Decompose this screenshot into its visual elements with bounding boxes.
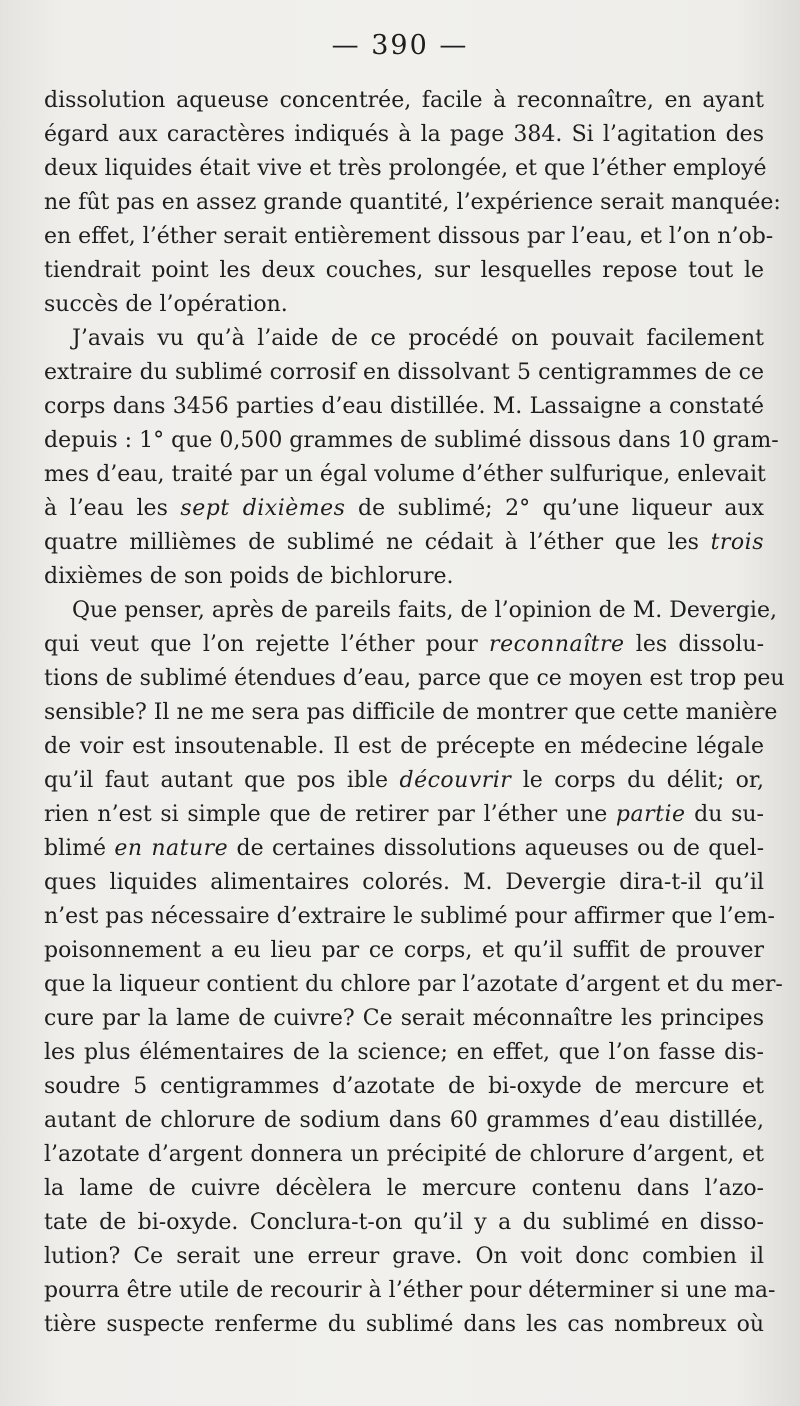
italic-text: en nature <box>114 836 229 861</box>
text-line <box>44 220 774 254</box>
line-text: dixièmes de son poids de bichlorure. <box>44 564 454 589</box>
line-text: n’est pas nécessaire d’extraire le sublimé pour affirmer que l’em- <box>44 904 775 929</box>
text-line <box>44 662 785 696</box>
text-line <box>44 1274 776 1308</box>
line-text: ques liquides alimentaires colorés. M. Devergie dira-t-il qu’il <box>44 870 764 895</box>
line-text: autant de chlorure de sodium dans 60 grammes d’eau distillée, <box>44 1108 764 1133</box>
text-line <box>44 1138 764 1172</box>
text-line <box>44 1104 764 1138</box>
line-text: de voir est insoutenable. Il est de précepte en médecine légale <box>44 734 764 759</box>
line-text: depuis : 1° que 0,500 grammes de sublimé dissous dans 10 gram- <box>44 428 779 453</box>
text-line <box>44 254 764 288</box>
text-line <box>44 866 764 900</box>
italic-text: partie <box>615 802 686 827</box>
line-text: que la liqueur contient du chlore par l’azotate d’argent et du mer- <box>44 972 783 997</box>
text-line <box>44 322 764 356</box>
text-line <box>44 1240 764 1274</box>
line-text: les plus élémentaires de la science; en effet, que l’on fasse dis- <box>44 1040 764 1065</box>
text-line <box>44 1002 764 1036</box>
text-line <box>44 730 764 764</box>
line-text: sensible? Il ne me sera pas difficile de montrer que cette manière <box>44 700 778 725</box>
line-text: poisonnement a eu lieu par ce corps, et qu’il suffit de prouver <box>44 938 764 963</box>
line-text: mes d’eau, traité par un égal volume d’éther sulfurique, enlevait <box>44 462 766 487</box>
line-text: deux liquides était vive et très prolongée, et que l’éther employé <box>44 156 767 181</box>
line-text: quatre millièmes de sublimé ne cédait à l’éther que les <box>44 530 711 555</box>
line-text: tions de sublimé étendues d’eau, parce que ce moyen est trop peu <box>44 666 785 691</box>
line-text: à l’eau les <box>44 496 181 521</box>
text-line <box>44 424 779 458</box>
italic-text: découvrir <box>399 768 512 793</box>
line-text: de certaines dissolutions aqueuses ou de quel- <box>228 836 765 861</box>
text-line <box>44 560 764 594</box>
text-line <box>44 968 783 1002</box>
line-text: ne fût pas en assez grande quantité, l’expérience serait manquée: <box>44 190 781 215</box>
line-text: le corps du délit; or, <box>511 768 764 793</box>
line-text: soudre 5 centigrammes d’azotate de bi-oxyde de mercure et <box>44 1074 764 1099</box>
line-text: l’azotate d’argent donnera un précipité de chlorure d’argent, et <box>44 1142 764 1167</box>
body-text <box>44 84 785 1342</box>
line-text: lution? Ce serait une erreur grave. On voit donc combien il <box>44 1244 764 1269</box>
text-line <box>44 356 764 390</box>
text-line <box>44 118 764 152</box>
text-line <box>44 84 764 118</box>
line-text: de sublimé; 2° qu’une liqueur aux <box>345 496 765 521</box>
line-text: les dissolu- <box>624 632 764 657</box>
page-number: — 390 — <box>331 30 469 61</box>
line-text: corps dans 3456 parties d’eau distillée. M. Lassaigne a constaté <box>44 394 764 419</box>
text-line <box>44 492 764 526</box>
text-line <box>44 1036 764 1070</box>
line-text: J’avais vu qu’à l’aide de ce procédé on pouvait facilement <box>72 326 764 351</box>
text-line <box>44 934 764 968</box>
line-text: la lame de cuivre décèlera le mercure contenu dans l’azo- <box>44 1176 764 1201</box>
text-line <box>44 594 777 628</box>
text-line <box>44 458 764 492</box>
line-text: blimé <box>44 836 115 861</box>
text-line <box>44 152 767 186</box>
line-text: tate de bi-oxyde. Conclura-t-on qu’il y a du sublimé en disso- <box>44 1210 764 1235</box>
text-line <box>44 526 764 560</box>
text-line <box>44 186 781 220</box>
text-line <box>44 696 778 730</box>
text-line <box>44 764 764 798</box>
italic-text: reconnaître <box>489 632 625 657</box>
text-line <box>44 900 775 934</box>
italic-text: sept dixièmes <box>180 496 346 521</box>
text-line <box>44 628 764 662</box>
line-text: Que penser, après de pareils faits, de l’opinion de M. Devergie, <box>72 598 777 623</box>
line-text: qu’il faut autant que pos ible <box>44 768 400 793</box>
text-line <box>44 1070 764 1104</box>
text-line <box>44 832 764 866</box>
line-text: en effet, l’éther serait entièrement dissous par l’eau, et l’on n’ob- <box>44 224 774 249</box>
text-line <box>44 1206 764 1240</box>
text-line <box>44 288 764 322</box>
line-text: rien n’est si simple que de retirer par l’éther une <box>44 802 616 827</box>
line-text: du su- <box>685 802 764 827</box>
line-text: cure par la lame de cuivre? Ce serait méconnaître les principes <box>44 1006 764 1031</box>
line-text: égard aux caractères indiqués à la page 384. Si l’agitation des <box>44 122 764 147</box>
line-text: qui veut que l’on rejette l’éther pour <box>44 632 490 657</box>
text-line <box>44 798 764 832</box>
line-text: tiendrait point les deux couches, sur lesquelles repose tout le <box>44 258 764 283</box>
line-text: succès de l’opération. <box>44 292 288 317</box>
line-text: tière suspecte renferme du sublimé dans les cas nombreux où <box>44 1312 764 1337</box>
text-line <box>44 390 764 424</box>
line-text: pourra être utile de recourir à l’éther pour déterminer si une ma- <box>44 1278 776 1303</box>
line-text: dissolution aqueuse concentrée, facile à reconnaître, en ayant <box>44 88 764 113</box>
text-line <box>44 1308 764 1342</box>
italic-text: trois <box>710 530 764 555</box>
text-line <box>44 1172 764 1206</box>
line-text: extraire du sublimé corrosif en dissolvant 5 centigrammes de ce <box>44 360 764 385</box>
